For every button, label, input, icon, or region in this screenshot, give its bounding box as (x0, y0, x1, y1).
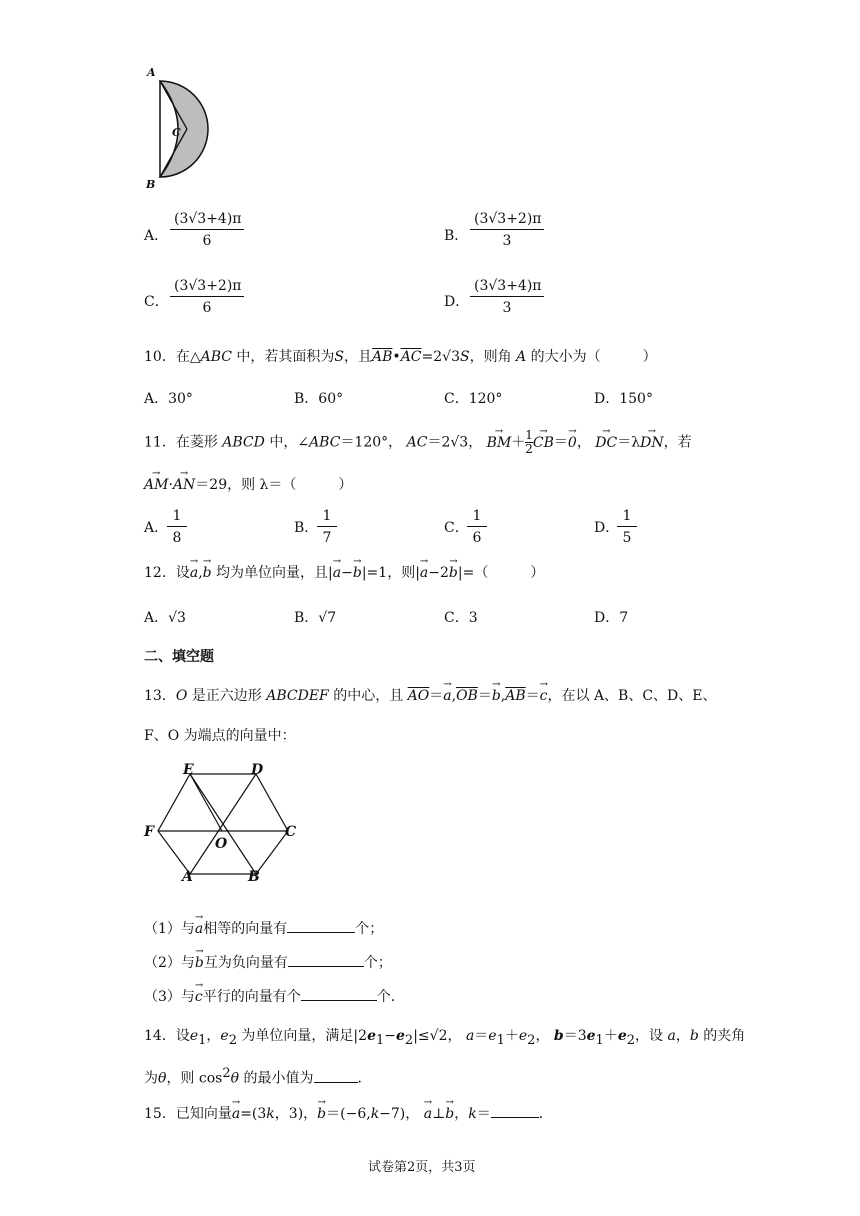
question-13-sub3: （3）与→ c平行的向量有个 个． (144, 986, 405, 1007)
question-14-line2: 为θ，则 $\cos^2\theta$ 的最小值为 ． (144, 1066, 372, 1087)
section-heading: 二、填空题 (144, 649, 214, 665)
page-footer: 试卷第2页，共3页 (368, 1160, 476, 1175)
q10-option-a: A．30° (144, 391, 193, 407)
question-13-line2: F、O 为端点的向量中： (144, 728, 296, 744)
question-11-line1: 11．在菱形 ABCD 中，∠ABC＝120°， AC＝2√3， → BM＋ $\frac{1}{2}$ → CB＝→ 0， → DC＝λ→ DN，若 (144, 429, 692, 456)
q12-option-c: C．3 (444, 610, 478, 626)
hex-label-f: F (144, 824, 154, 840)
question-13-sub1: （1）与→ a相等的向量有 个； (144, 918, 383, 939)
question-11-line2: → AM·→ AN＝29，则 λ＝（ ） (144, 475, 352, 495)
answer-blank[interactable] (301, 986, 377, 1001)
hexagon-svg (140, 760, 310, 878)
hex-label-c: C (285, 824, 297, 840)
hex-label-o: O (215, 836, 228, 852)
answer-blank[interactable] (288, 952, 364, 967)
hex-label-e: E (183, 762, 194, 778)
hex-label-b: B (248, 869, 260, 885)
question-15: 15．已知向量→ a=(3k，3)，→ b＝(−6,k−7)， → a⊥→ b，k＝ ． (144, 1103, 553, 1124)
label-a: A (147, 66, 156, 79)
q12-option-a: A．√3 (144, 610, 186, 626)
answer-blank[interactable] (314, 1068, 358, 1083)
question-13-sub2: （2）与→ b互为负向量有 个； (144, 952, 392, 973)
q10-option-d: D．150° (594, 391, 653, 407)
label-b: B (146, 178, 156, 191)
question-13-line1: 13．O 是正六边形 ABCDEF 的中心，且 $\overline{AO}=\to a,\overline{OB}=\to b,\overline{AB}=\to c$，在以 A、B、C、D、E、 (144, 686, 717, 706)
hexagon-figure (140, 760, 310, 885)
answer-blank[interactable] (287, 918, 355, 933)
q10-option-c: C．120° (444, 391, 503, 407)
answer-blank[interactable] (491, 1103, 539, 1118)
question-12: 12．设→ a,→ b 均为单位向量，且|→ a−→ b|=1，则|→ a−2→ b|=（ ） (144, 563, 544, 583)
q10-option-b: B．60° (294, 391, 344, 407)
question-14-line1: 14．设$e_1$，$e_2$ 为单位向量，满足$|2e_1-e_2|\le√2$， $a=e_1+e_2$， $b=3e_1+e_2$，设 a，b 的夹角 (144, 1028, 746, 1048)
crescent-figure (140, 60, 230, 195)
hex-label-d: D (251, 762, 264, 778)
hex-label-a: A (182, 869, 193, 885)
q12-option-b: B．√7 (294, 610, 337, 626)
question-10: 10．在△ABC 中，若其面积为S，且$\overline{AB}•\overline{AC}=2√3S$，则角 A 的大小为（ ） (144, 349, 657, 365)
label-c: C (172, 126, 181, 139)
q12-option-d: D．7 (594, 610, 629, 626)
